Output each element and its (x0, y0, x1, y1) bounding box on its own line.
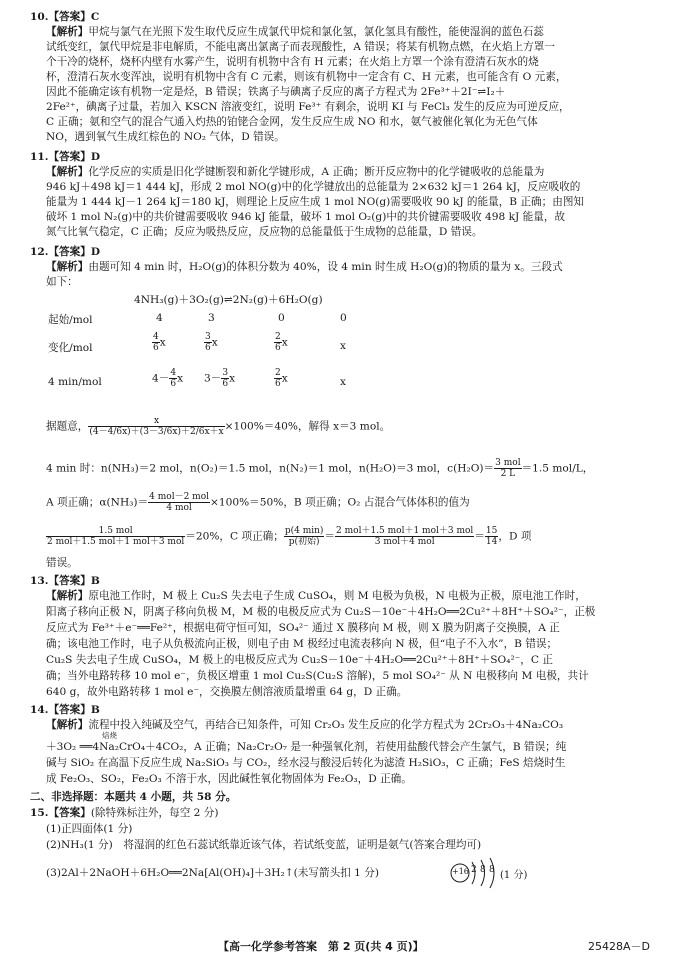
start-nh3: 4 (156, 312, 163, 324)
row-label-change: 变化/mol (48, 342, 93, 354)
row-label-4min: 4 min/mol (48, 376, 102, 388)
q14-header: 14.【答案】B (30, 704, 100, 716)
q14-line-2: ＋3O₂ ══4Na₂CrO₄＋4CO₂，A 正确；Na₂Cr₂O₇ 是一种强氧化剂，若使用盐酸代替会产生氯气，B 错误；纯 (46, 741, 567, 753)
shell-1-electrons: 2 (471, 865, 477, 875)
q12-alpha-line: A 项正确；α(NH₃)＝ $\frac{\text{4 mol－2 mol}}{\text{4 mol}}$ ×100%＝50%，B 项正确；O₂ 占混合气体体积的值为 (46, 492, 470, 513)
sulfur-atom-structure-diagram (448, 856, 528, 896)
q14-line-4: 成 Fe₂O₃、SO₂，Fe₂O₃ 不溶于水，因此碱性氧化物固体为 Fe₂O₃，D 正确。 (46, 773, 412, 785)
q10-line-4: 杯，澄清石灰水变浑浊，说明有机物中含有 C 元素，则该有机物中一定含有 C、H 元素，也可能含有 O 元素， (46, 71, 567, 83)
q11-line-1: 【解析】化学反应的实质是旧化学键断裂和新化学键形成，A 正确；断开反应物中的化学键吸收的总能量为 (46, 166, 545, 178)
q11-line-5: 氮气比氧气稳定，C 正确；反应为吸热反应，反应物的总能量低于生成物的总能量，D 错误。 (46, 226, 483, 238)
q11-header: 11.【答案】D (30, 151, 100, 163)
q13-line-2: 阳离子移向正极 N，阴离子移向负极 M，M 极的电极反应式为 Cu₂S－10e⁻＋4H₂O══2Cu²⁺＋8H⁺＋SO₄²⁻，正极 (46, 606, 596, 618)
q10-line-7: C 正确；氨和空气的混合气通入灼热的铂铑合金网，发生反应生成 NO 和水，氨气被催化氧化为无色气体 (46, 116, 538, 128)
q11-line-3: 能量为 1 444 kJ－1 264 kJ＝180 kJ，则理论上反应生成 1 mol NO(g)需要吸收 90 kJ 的能量，B 正确；由图知 (46, 196, 585, 208)
shell-3-electrons: 8 (489, 865, 495, 875)
nucleus-charge: +16 (452, 867, 469, 876)
footer-page-info: 【高一化学参考答案 第 2 页(共 4 页)】 (218, 940, 424, 953)
q14-line-3: 碱与 SiO₂ 在高温下反应生成 Na₂SiO₃ 与 CO₂，经水浸与酸浸后转化为滤渣 H₂SiO₃，C 正确；FeS 焙烧时生 (46, 757, 566, 769)
three-stage-table (48, 292, 448, 412)
q12-o2-line: $\frac{\text{1.5 mol}}{\text{2 mol＋1.5 mol＋1 mol＋3 mol}}$ ＝20%，C 项正确； $\frac{p(4 \min)}{\text{p(初始)}}$ ＝ $\frac{\text{2 mol＋1.5 mol＋1 mol＋3 mol}}{\text{3 mol＋4 mol}}$ ＝ $\frac{15}{14}$ ，D 项 (47, 526, 532, 547)
q14-line-1: 【解析】流程中投入纯碱及空气，再结合已知条件，可知 Cr₂O₃ 发生反应的化学方程式为 2Cr₂O₃＋4Na₂CO₃ (46, 719, 564, 731)
q10-line-8: NO，遇到氧气生成红棕色的 NO₂ 气体，D 错误。 (46, 131, 285, 143)
final-n2: $\frac{2}{6}$ x (275, 368, 288, 389)
start-h2o: 0 (340, 312, 347, 324)
change-n2: $\frac{2}{6}$ x (275, 332, 288, 353)
final-nh3: 4－ $\frac{4}{6}$ x (152, 368, 184, 389)
shell-2-electrons: 8 (480, 865, 486, 875)
q13-line-4: 确；该电池工作时，电子从负极流向正极，则电子由 M 极经过电流表移向 N 极，但“电子不入水”，B 错误； (46, 638, 558, 650)
given-condition: 据题意， $\frac{x}{(4-4/6x)+(3-3/6x)+2/6x+x}$ ×100%＝40%，解得 x＝3 mol。 (46, 416, 391, 437)
q12-header: 12.【答案】D (30, 246, 100, 258)
q13-line-7: 640 g，故外电路转移 1 mol e⁻，交换膜左侧溶液质量增重 64 g，D 正确。 (46, 686, 408, 698)
change-o2: $\frac{3}{6}$ x (205, 332, 218, 353)
reaction-equation: 4NH₃(g)＋3O₂(g)⇌2N₂(g)＋6H₂O(g) (134, 294, 323, 306)
q13-header: 13.【答案】B (30, 575, 100, 587)
change-nh3: $\frac{4}{6}$ x (153, 332, 166, 353)
start-o2: 3 (208, 312, 215, 324)
q12-intro-1: 【解析】由题可知 4 min 时，H₂O(g)的体积分数为 40%，设 4 min 时生成 H₂O(g)的物质的量为 x。三段式 (46, 261, 563, 273)
q12-intro-2: 如下： (46, 276, 78, 288)
q15-header: 15.【答案】(除特殊标注外，每空 2 分) (30, 807, 219, 819)
q10-line-6: 2Fe²⁺，碘离子过量，若加入 KSCN 溶液变红，说明 Fe³⁺ 有剩余，说明 KI 与 FeCl₃ 发生的反应为可逆反应， (46, 101, 570, 113)
q12-end: 错误。 (46, 557, 78, 569)
q15-part-1: (1)正四面体(1 分) (46, 823, 133, 835)
final-h2o: x (340, 376, 346, 388)
q11-line-2: 946 kJ＋498 kJ＝1 444 kJ，形成 2 mol NO(g)中的化学键放出的总能量为 2×632 kJ＝1 264 kJ，反应吸收的 (46, 181, 581, 193)
q10-line-5: 因此不能确定该有机物一定是烃，B 错误；铁离子与碘离子反应的离子方程式为 2Fe³⁺＋2I⁻⇌I₂＋ (46, 86, 506, 98)
q13-line-6: 确；当外电路转移 10 mol e⁻，负极区增重 1 mol Cu₂S(Cu₂S 溶解)，5 mol SO₄²⁻ 从 N 电极移向 M 电极，共计 (46, 670, 589, 682)
q10-line-1: 【解析】甲烷与氯气在光照下发生取代反应生成氯代甲烷和氯化氢，氯化氢具有酸性，能使湿润的蓝色石蕊 (46, 26, 544, 38)
q11-line-4: 破坏 1 mol N₂(g)中的共价键需要吸收 946 kJ 能量，破坏 1 mol O₂(g)中的共价键需要吸收 498 kJ 能量，故 (46, 211, 566, 223)
section-2-title: 二、非选择题：本题共 4 小题，共 58 分。 (30, 791, 237, 803)
atom-score-note: (1 分) (500, 870, 528, 881)
start-n2: 0 (278, 312, 285, 324)
q10-line-3: 个干冷的烧杯，烧杯内壁有水雾产生，说明有机物中含有 H 元素；在火焰上方罩一个涂有澄清石灰水的烧 (46, 56, 539, 68)
q10-header: 10.【答案】C (30, 11, 100, 23)
q13-line-3: 反应式为 Fe³⁺＋e⁻══Fe²⁺，根据电荷守恒可知，SO₄²⁻ 通过 X 膜移向 M 极，则 X 膜为阴离子交换膜，A 正 (46, 622, 560, 634)
q10-line-2: 试纸变红，氯代甲烷是非电解质，不能电离出氯离子而表现酸性，A 错误；将某有机物点燃，在火焰上方罩一 (46, 41, 555, 53)
q13-line-1: 【解析】原电池工作时，M 极上 Cu₂S 失去电子生成 CuSO₄，则 M 电极为负极，N 电极为正极，原电池工作时， (46, 590, 586, 602)
q13-line-5: Cu₂S 失去电子生成 CuSO₄，M 极上的电极反应式为 Cu₂S－10e⁻＋4H₂O══2Cu²⁺＋8H⁺＋SO₄²⁻，C 正 (46, 654, 553, 666)
final-o2: 3－ $\frac{3}{6}$ x (204, 368, 236, 389)
q15-part-3: (3)2Al＋2NaOH＋6H₂O══2Na[Al(OH)₄]＋3H₂↑(未写箭头扣 1 分) (46, 867, 379, 879)
q15-part-2: (2)NH₃(1 分) 将湿润的红色石蕊试纸靠近该气体，若试纸变蓝，证明是氨气(答案合理均可) (46, 839, 482, 851)
row-label-start: 起始/mol (48, 314, 93, 326)
change-h2o: x (340, 340, 346, 352)
roasting-condition: 焙烧 (102, 731, 117, 740)
q12-4min-line: 4 min 时：n(NH₃)＝2 mol，n(O₂)＝1.5 mol，n(N₂)＝1 mol，n(H₂O)＝3 mol，c(H₂O)＝ $\frac{\text{3 mol}}{2 L}$ ＝1.5 mol/L， (46, 458, 594, 479)
footer-code: 25428A－D (588, 940, 650, 953)
